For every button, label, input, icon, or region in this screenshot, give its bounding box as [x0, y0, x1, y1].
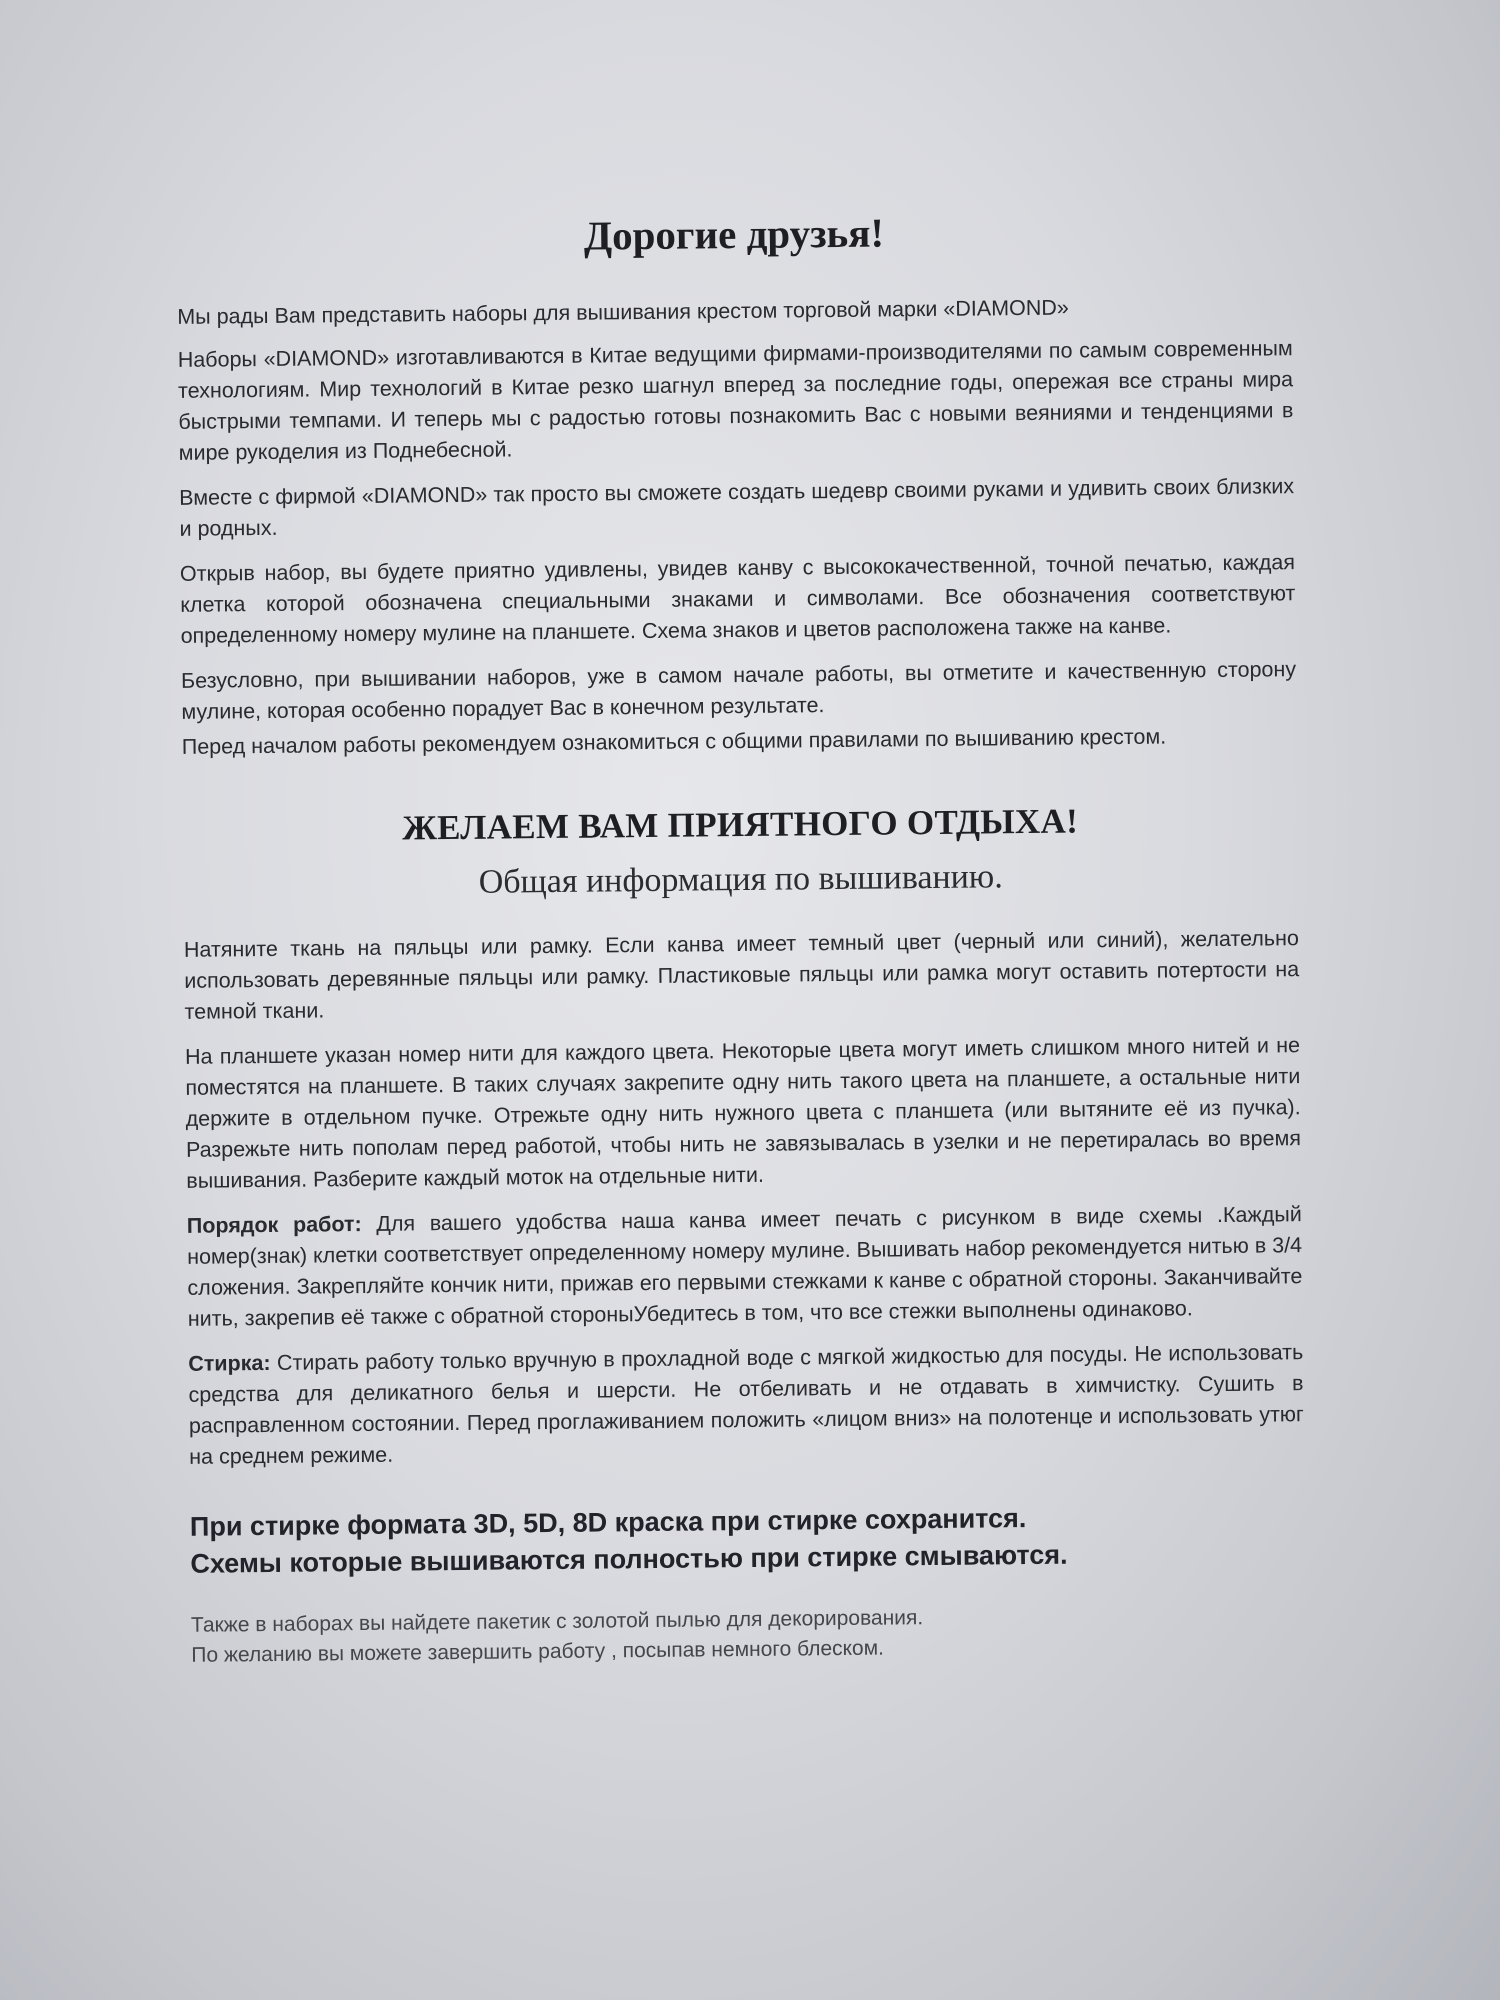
info-heading: Общая информация по вышиванию.	[478, 858, 1003, 901]
info-paragraph: Натяните ткань на пяльцы или рамку. Если канва имеет темный цвет (черный или синий), желательно использовать деревянные пяльцы или рамку. Пластиковые пяльцы или рамка могут оставить потертости на темной ткани.	[183, 926, 1300, 1024]
document-page	[176, 204, 1309, 1896]
intro-paragraph: Вместе с фирмой «DIAMOND» так просто вы сможете создать шедевр своими руками и удивить своих близких и родных.	[179, 474, 1295, 541]
intro-paragraph: Безусловно, при вышивании наборов, уже в самом начале работы, вы отметите и качественную сторону мулине, которая особенно порадует Вас в конечном результате.	[180, 657, 1297, 724]
washing-note-line: Схемы которые вышиваются полностью при стирке смываются.	[190, 1539, 1068, 1579]
footer-line: По желанию вы можете завершить работу , посыпав немного блеском.	[191, 1636, 885, 1667]
order-label: Порядок работ:	[186, 1211, 362, 1238]
intro-paragraph: Наборы «DIAMOND» изготавливаются в Китае ведущими фирмами-производителями по самым современным технологиям. Мир технологий в Китае резко шагнул вперед за последние годы, опережая все страны мира быстрыми темпами. И теперь мы с радостью готовы познакомить Вас с новыми веяниями и тенденциями в мире рукоделия из Поднебесной.	[177, 336, 1294, 465]
order-paragraph	[187, 1199, 1303, 1335]
wash-text: Стирать работу только вручную в прохладной воде с мягкой жидкостью для посуды. Не использовать средства для деликатного белья и шерсти. Не отбеливать и не отдавать в химчистку. Сушить в расправленном состоянии. Перед проглаживанием положить «лицом вниз» на полотенце и использовать утюг на среднем режиме.	[188, 1340, 1304, 1469]
intro-paragraph: Перед началом работы рекомендуем ознакомиться с общими правилами по вышиванию крестом.	[181, 724, 1167, 759]
order-text: Для вашего удобства наша канва имеет печать с рисунком в виде схемы .Каждый номер(знак) клетки соответствует определенному номеру мулине. Вышивать набор рекомендуется нитью в 3/4 сложения. Закрепляйте кончик нити, прижав его первыми стежками к канве с обратной стороны. Заканчивайте нить, закрепив её также с обратной стороныУбедитесь в том, что все стежки выполнены одинаково.	[187, 1202, 1303, 1331]
intro-paragraph: Мы рады Вам представить наборы для вышивания крестом торговой марки «DIAMOND»	[177, 295, 1069, 329]
washing-note-line: При стирке формата 3D, 5D, 8D краска при стирке сохранится.	[189, 1503, 1027, 1542]
intro-paragraph: Открыв набор, вы будете приятно удивлены, увидев канву с высококачественной, точной печатью, каждая клетка которой обозначена специальными знаками и символами. Все обозначения соответствуют определенному номеру мулине на планшете. Схема знаков и цветов расположена также на канве.	[179, 550, 1296, 648]
page-title: Дорогие друзья!	[583, 209, 885, 259]
footer-note	[191, 1599, 1307, 1671]
footer-line: Также в наборах вы найдете пакетик с золотой пылью для декорирования.	[190, 1606, 924, 1637]
wash-paragraph	[188, 1337, 1304, 1473]
wish-heading: ЖЕЛАЕМ ВАМ ПРИЯТНОГО ОТДЫХА!	[402, 801, 1079, 848]
info-paragraph: На планшете указан номер нити для каждого цвета. Некоторые цвета могут иметь слишком много нитей и не поместятся на планшете. В таких случаях закрепите одну нить такого цвета на планшете, а остальные нити держите в отдельном пучке. Отрежьте одну нить нужного цвета с планшета (или вытяните её из пучка). Разрежьте нить пополам перед работой, чтобы нить не завязывалась в узелки и не перетиралась во время вышивания. Разберите каждый моток на отдельные нити.	[184, 1033, 1302, 1193]
wash-label: Стирка:	[188, 1350, 271, 1376]
washing-note	[190, 1497, 1306, 1583]
